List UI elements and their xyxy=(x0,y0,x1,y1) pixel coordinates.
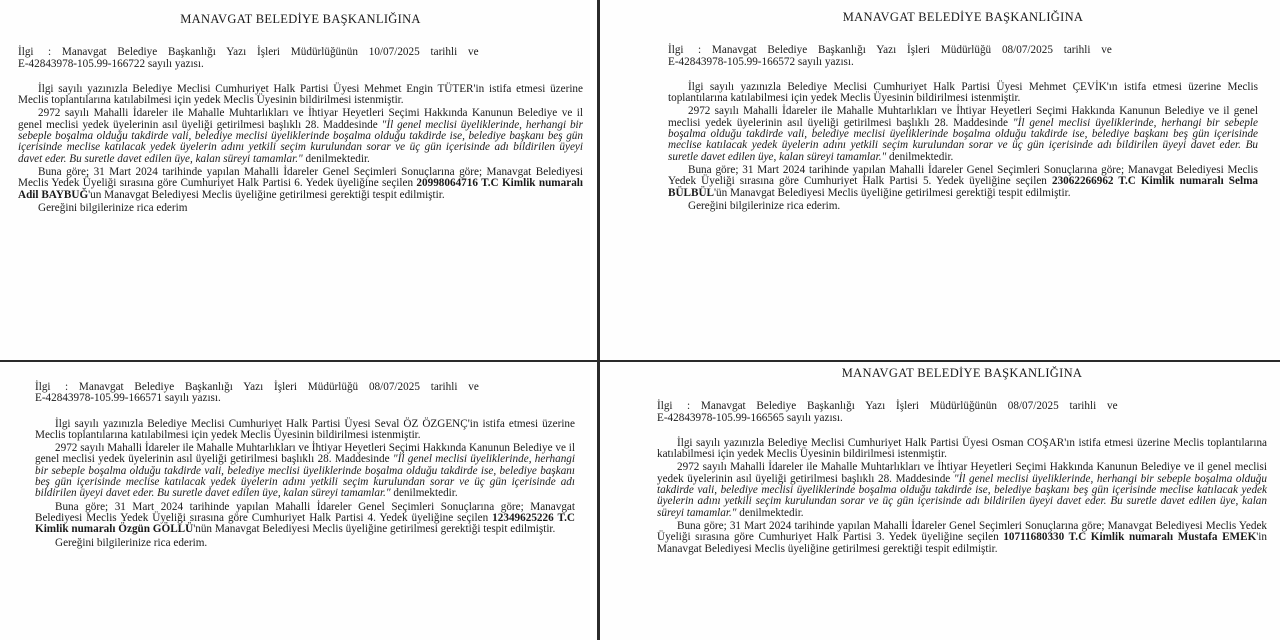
paragraph-3-end: 'in Manavgat Belediyesi Meclis üyeliğine getirilmesi gerektiği tespit edilmiştir. xyxy=(657,531,1267,555)
ilgi-line xyxy=(18,47,583,58)
ilgi-line xyxy=(657,401,1267,412)
paragraph-2 xyxy=(18,108,583,164)
ilgi-text: : Manavgat Belediye Başkanlığı Yazı İşleri Müdürlüğü 08/07/2025 tarihli ve xyxy=(65,381,479,393)
candidate-identity: 12349625226 T.C Kimlik numaralı Özgün GÖLLÜ xyxy=(35,511,575,536)
document-title: MANAVGAT BELEDİYE BAŞKANLIĞINA xyxy=(180,12,421,26)
paragraph-2-intro: 2972 sayılı Mahalli İdareler ile Mahalle Muhtarlıkları ve İhtiyar Heyetleri Seçimi Hakkında Kanunun Belediye ve il genel meclisi yedek üyelerinin asıl üyeliği getirilmesi başlıklı 28. Maddesinde xyxy=(18,107,583,131)
paragraph-2 xyxy=(668,106,1258,162)
paragraph-2-intro: 2972 sayılı Mahalli İdareler ile Mahalle Muhtarlıkları ve İhtiyar Heyetleri Seçimi Hakkında Kanunun Belediye ve il genel meclisi yedek üyelerinin asıl üyeliği getirilmesi başlıklı 28. Maddesinde xyxy=(668,105,1258,129)
ilgi-text: : Manavgat Belediye Başkanlığı Yazı İşleri Müdürlüğünün 10/07/2025 tarihli ve xyxy=(48,46,479,59)
paragraph-3-start: Buna göre; 31 Mart 2024 tarihinde yapılan Mahalli İdareler Genel Seçimleri Sonuçlarına göre; Manavgat Belediyesi Meclis Yedek Üyeliği sırasına göre Cumhuriyet Halk Partisi 3. Yedek üyeliğine seçilen xyxy=(657,519,1267,544)
document-body xyxy=(668,12,1258,214)
paragraph-3-start: Buna göre; 31 Mart 2024 tarihinde yapılan Mahalli İdareler Genel Seçimleri Sonuçlarına göre; Manavgat Belediyesi Meclis Yedek Üyeliği sırasına göre Cumhuriyet Halk Partisi 4. Yedek üyeliğine seçilen xyxy=(35,500,575,524)
paragraph-1: İlgi sayılı yazınızla Belediye Meclisi Cumhuriyet Halk Partisi Üyesi Mehmet Engin TÜTER'in istifa etmesi üzerine Meclis toplantılarına katılabilmesi için yedek Meclis Üyesinin bildirilmesi istenmiştir. xyxy=(18,82,583,107)
paragraph-2-intro: 2972 sayılı Mahalli İdareler ile Mahalle Muhtarlıkları ve İhtiyar Heyetleri Seçimi Hakkında Kanunun Belediye ve il genel meclisi yedek üyelerinin asıl üyeliği getirilmesi başlıklı 28. Maddesinde xyxy=(35,442,575,466)
paragraph-3-end: 'un Manavgat Belediyesi Meclis üyeliğine getirilmesi gerektiği tespit edilmiştir. xyxy=(88,188,445,201)
ilgi-reference: E-42843978-105.99-166571 sayılı yazısı. xyxy=(35,392,221,405)
document-panel-1 xyxy=(0,0,597,360)
law-quote: "İl genel meclisi üyeliklerinde, herhangi bir sebeple boşalma olduğu takdirde vali, belediye meclisi üyeliklerinde boşalma olduğu takdirde ise, belediye başkanı beş gün içerisinde meclise katılacak yedek üyelerin adını yetkili seçim kurulundan sorar ve üç gün içerisinde adı bildirilen üyeyi davet eder. Bu suretle davet edilen üye, kalan süreyi tamamlar." xyxy=(35,453,576,500)
closing-line: Gereğini bilgilerinize rica ederim xyxy=(38,201,188,214)
paragraph-3-end: 'ün Manavgat Belediyesi Meclis üyeliğine getirilmesi gerektiği tespit edilmiştir. xyxy=(714,186,1071,199)
paragraph-2-end: denilmektedir. xyxy=(736,506,804,519)
document-panel-3 xyxy=(0,362,597,640)
law-quote: "İl genel meclisi üyeliklerinde, herhangi bir sebeple boşalma olduğu takdirde vali, belediye meclisi üyeliklerinde boşalma olduğu takdirde ise, belediye başkanı beş gün içerisinde meclise katılacak yedek üyelerin adını yetkili seçim kurulundan sorar ve üç gün içerisinde adı bildirilen üyeyi davet eder. Bu suretle davet edilen üye, kalan süreyi tamamlar." xyxy=(668,116,1259,163)
ilgi-label: İlgi xyxy=(657,400,673,413)
paragraph-2-end: denilmektedir. xyxy=(886,150,954,163)
document-title: MANAVGAT BELEDİYE BAŞKANLIĞINA xyxy=(842,10,1084,24)
document-body xyxy=(35,382,575,551)
document-panel-2 xyxy=(600,0,1280,360)
ilgi-reference: E-42843978-105.99-166572 sayılı yazısı. xyxy=(668,55,854,68)
paragraph-1: İlgi sayılı yazınızla Belediye Meclisi Cumhuriyet Halk Partisi Üyesi Mehmet ÇEVİK'ın istifa etmesi üzerine Meclis toplantılarına katılabilmesi için yedek Meclis Üyesinin bildirilmesi istenmiştir. xyxy=(668,80,1258,105)
candidate-identity: 20998064716 T.C Kimlik numaralı Adil BAYBUĞ xyxy=(18,177,583,201)
paragraph-1: İlgi sayılı yazınızla Belediye Meclisi Cumhuriyet Halk Partisi Üyesi Seval ÖZ ÖZGENÇ'in istifa etmesi üzerine Meclis toplantılarına katılabilmesi için yedek Meclis Üyesinin bildirilmesi istenmiştir. xyxy=(35,417,575,441)
closing-line: Gereğini bilgilerinize rica ederim. xyxy=(688,199,841,212)
ilgi-line xyxy=(668,45,1258,56)
ilgi-text: : Manavgat Belediye Başkanlığı Yazı İşleri Müdürlüğü 08/07/2025 tarihli ve xyxy=(698,44,1112,57)
paragraph-3 xyxy=(18,167,583,201)
document-body xyxy=(18,14,583,216)
law-quote: "İl genel meclisi üyeliklerinde, herhangi bir sebeple boşalma olduğu takdirde vali, belediye meclisi üyeliklerinde boşalma olduğu takdirde ise, belediye başkanı beş gün içerisinde meclise katılacak yedek üyelerin adını yetkili seçim kurulundan sorar ve üç gün içerisinde adı bildirilen üyeyi davet eder. Bu suretle davet edilen üye, kalan süreyi tamamlar." xyxy=(18,118,584,165)
ilgi-label: İlgi xyxy=(668,44,684,57)
law-quote: "İl genel meclisi üyeliklerinde, herhangi bir sebeple boşalma olduğu takdirde vali, belediye meclisi üyeliklerinde boşalma olduğu takdirde ise, belediye başkanı beş gün içerisinde meclise katılacak yedek üyelerin adını yetkili seçim kurulundan sorar ve üç gün içerisinde adı bildirilen üyeyi davet eder. Bu suretle davet edilen üye, kalan süreyi tamamlar." xyxy=(657,472,1267,519)
closing-line: Gereğini bilgilerinize rica ederim. xyxy=(55,536,208,549)
paragraph-3 xyxy=(668,165,1258,199)
paragraph-2 xyxy=(657,462,1267,518)
paragraph-2-end: denilmektedir. xyxy=(390,487,458,500)
ilgi-label: İlgi xyxy=(35,381,51,393)
paragraph-3 xyxy=(35,502,575,536)
paragraph-2-intro: 2972 sayılı Mahalli İdareler ile Mahalle Muhtarlıkları ve İhtiyar Heyetleri Seçimi Hakkında Kanunun Belediye ve il genel meclisi yedek üyelerinin asıl üyeliği getirilmesi başlıklı 28. Maddesinde xyxy=(657,461,1267,485)
paragraph-3 xyxy=(657,521,1267,555)
paragraph-3-start: Buna göre; 31 Mart 2024 tarihinde yapılan Mahalli İdareler Genel Seçimleri Sonuçlarına göre; Manavgat Belediyesi Meclis Yedek Üyeliği sırasına göre Cumhuriyet Halk Partisi 6. Yedek üyeliğine seçilen xyxy=(18,165,583,190)
candidate-identity: 10711680330 T.C Kimlik numaralı Mustafa EMEK xyxy=(1003,531,1257,544)
paragraph-2-end: denilmektedir. xyxy=(302,152,370,165)
paragraph-3-start: Buna göre; 31 Mart 2024 tarihinde yapılan Mahalli İdareler Genel Seçimleri Sonuçlarına göre; Manavgat Belediyesi Meclis Yedek Üyeliği sırasına göre Cumhuriyet Halk Partisi 5. Yedek üyeliğine seçilen xyxy=(668,163,1258,188)
document-panel-4 xyxy=(600,362,1280,640)
ilgi-text: : Manavgat Belediye Başkanlığı Yazı İşleri Müdürlüğünün 08/07/2025 tarihli ve xyxy=(687,400,1118,413)
candidate-identity: 23062266962 T.C Kimlik numaralı Selma BÜLBÜL xyxy=(668,175,1259,199)
ilgi-label: İlgi xyxy=(18,46,34,59)
ilgi-reference: E-42843978-105.99-166722 sayılı yazısı. xyxy=(18,57,204,70)
paragraph-2 xyxy=(35,443,575,499)
document-body xyxy=(657,368,1267,557)
ilgi-reference: E-42843978-105.99-166565 sayılı yazısı. xyxy=(657,411,843,424)
paragraph-3-end: 'nün Manavgat Belediyesi Meclis üyeliğine getirilmesi gerektiği tespit edilmiştir. xyxy=(193,523,556,536)
document-title: MANAVGAT BELEDİYE BAŞKANLIĞINA xyxy=(841,366,1083,380)
paragraph-1: İlgi sayılı yazınızla Belediye Meclisi Cumhuriyet Halk Partisi Üyesi Osman COŞAR'ın istifa etmesi üzerine Meclis toplantılarına katılabilmesi için yedek Meclis Üyesinin bildirilmesi istenmiştir. xyxy=(657,436,1267,461)
